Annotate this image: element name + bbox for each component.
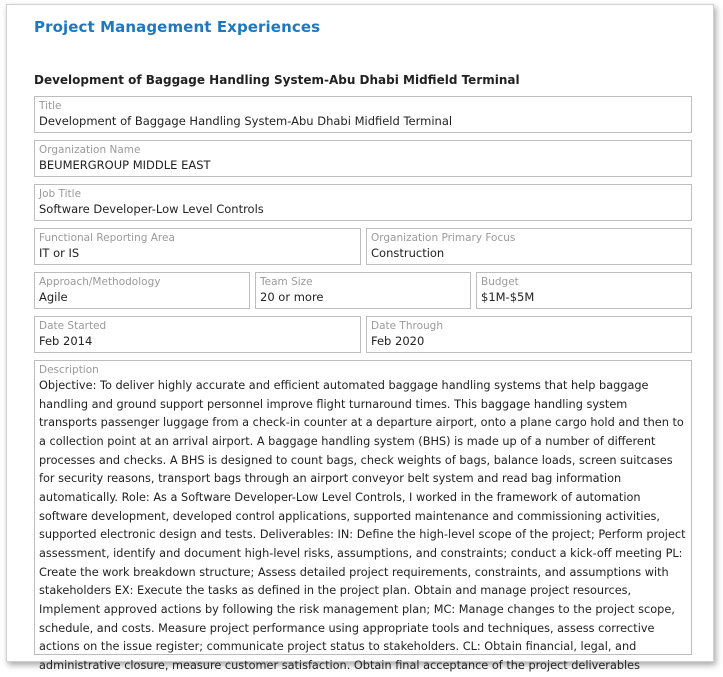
description-field [34, 360, 692, 672]
organization-value: BEUMERGROUP MIDDLE EAST [39, 158, 211, 172]
title-value: Development of Baggage Handling System-Abu Dhabi Midfield Terminal [39, 114, 453, 128]
approach-field [34, 272, 250, 309]
date-through-label: Date Through [371, 320, 443, 332]
date-through-field [366, 316, 692, 353]
title-field [34, 96, 692, 133]
functional-area-field [34, 228, 361, 265]
description-label: Description [39, 364, 99, 376]
team-size-field [255, 272, 471, 309]
budget-label: Budget [481, 276, 519, 288]
primary-focus-label: Organization Primary Focus [371, 232, 516, 244]
date-started-field [34, 316, 361, 353]
primary-focus-value: Construction [371, 246, 445, 260]
date-started-label: Date Started [39, 320, 107, 332]
functional-area-label: Functional Reporting Area [39, 232, 175, 244]
date-started-value: Feb 2014 [39, 334, 93, 348]
section-title: Project Management Experiences [34, 18, 321, 36]
team-size-label: Team Size [260, 276, 313, 288]
job-title-label: Job Title [39, 188, 82, 200]
approach-value: Agile [39, 290, 68, 304]
budget-field [476, 272, 692, 309]
job-title-value: Software Developer-Low Level Controls [39, 202, 264, 216]
organization-field [34, 140, 692, 177]
project-experience-card [6, 4, 714, 672]
organization-label: Organization Name [39, 144, 141, 156]
functional-area-value: IT or IS [39, 246, 80, 260]
team-size-value: 20 or more [260, 290, 324, 304]
title-label: Title [39, 100, 62, 112]
project-heading: Development of Baggage Handling System-Abu Dhabi Midfield Terminal [34, 73, 520, 87]
approach-label: Approach/Methodology [39, 276, 161, 288]
budget-value: $1M-$5M [481, 290, 535, 304]
description-value: Objective: To deliver highly accurate and efficient automated baggage handling systems that help baggage handling and ground support personnel improve flight turnaround times. This baggage handling system transports passenger luggage from a check-in counter at a departure airport, onto a plane cargo hold and then to a collection point at an arrival airport. A baggage handling system (BHS) is made up of a number of different processes and checks. A BHS is designed to count bags, check weights of bags, balance loads, screen suitcases for security reasons, transport bags through an airport conveyor belt system and read bag information automatically. Role: As a Software Developer-Low Level Controls, I worked in the framework of automation software development, developed control applications, supported maintenance and commissioning activities, supported electronic design and tests. Deliverables: IN: Define the high-level scope of the project; Perform project assessment, identify and document high-level risks, assumptions, and constraints; conduct a kick-off meeting PL: Create the work breakdown structure; Assess detailed project requirements, constraints, and assumptions with stakeholders EX: Execute the tasks as defined in the project plan. Obtain and manage project resources, Implement approved actions by following the risk management plan; MC: Manage changes to the project scope, schedule, and costs. Measure project performance using appropriate tools and techniques, assess corrective actions on the issue register; communicate project status to stakeholders. CL: Obtain financial, legal, and administrative closure, measure customer satisfaction. Obtain final acceptance of the project deliverables [39, 379, 686, 672]
date-through-value: Feb 2020 [371, 334, 425, 348]
job-title-field [34, 184, 692, 221]
primary-focus-field [366, 228, 692, 265]
